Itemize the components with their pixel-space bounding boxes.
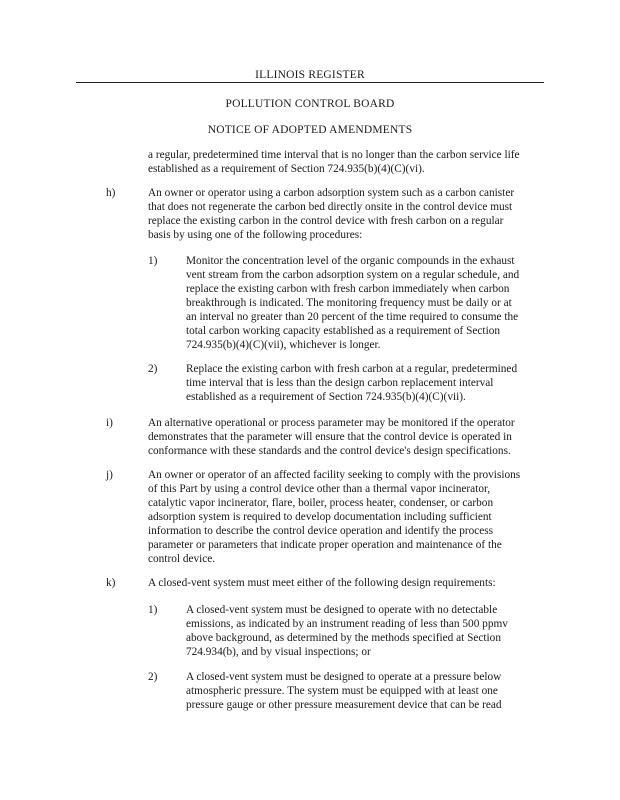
text-line: parameter or parameters that indicate proper operation and maintenance of the <box>148 539 502 551</box>
text-line: of this Part by using a control device other than a thermal vapor incinerator, <box>148 483 491 495</box>
section-i-label: i) <box>106 417 113 429</box>
section-h-item-1-label: 1) <box>148 255 158 267</box>
text-line: above background, as determined by the methods specified at Section <box>186 632 501 644</box>
section-h-paragraph <box>148 186 548 242</box>
notice-title: NOTICE OF ADOPTED AMENDMENTS <box>207 124 413 136</box>
text-line: An owner or operator using a carbon adsorption system such as a carbon canister <box>148 187 515 199</box>
section-h-item-1-paragraph <box>186 254 548 352</box>
text-line: time interval that is less than the design carbon replacement interval <box>186 377 494 389</box>
text-line: A closed-vent system must meet either of the following design requirements: <box>148 577 496 589</box>
continuation-paragraph <box>148 148 548 176</box>
text-line: established as a requirement of Section 724.935(b)(4)(C)(vii). <box>186 391 466 403</box>
text-line: emissions, as indicated by an instrument reading of less than 500 ppmv <box>186 618 508 630</box>
text-line: A closed-vent system must be designed to operate at a pressure below <box>186 671 502 683</box>
section-i-paragraph <box>148 416 548 458</box>
text-line: adsorption system is required to develop documentation including sufficient <box>148 511 492 523</box>
text-line: Replace the existing carbon with fresh carbon at a regular, predetermined <box>186 363 518 375</box>
section-h-label: h) <box>106 187 116 199</box>
text-line: atmospheric pressure. The system must be equipped with at least one <box>186 685 498 697</box>
register-title: ILLINOIS REGISTER <box>255 69 365 81</box>
text-line: catalytic vapor incinerator, flare, boiler, process heater, condenser, or carbon <box>148 497 494 509</box>
text-line: that does not regenerate the carbon bed directly onsite in the control device must <box>148 201 513 213</box>
board-title: POLLUTION CONTROL BOARD <box>225 98 395 110</box>
text-line: vent stream from the carbon adsorption system on a regular schedule, and <box>186 269 520 281</box>
text-line: 724.934(b), and by visual inspections; or <box>186 646 371 658</box>
text-line: breakthrough is indicated. The monitoring frequency must be daily or at <box>186 297 512 309</box>
text-line: an interval no greater than 20 percent of the time required to consume the <box>186 311 519 323</box>
section-h-item-2-label: 2) <box>148 363 158 375</box>
text-line: control device. <box>148 553 216 565</box>
text-line: replace the existing carbon with fresh carbon immediately when carbon <box>186 283 510 295</box>
text-line: An alternative operational or process parameter may be monitored if the operator <box>148 417 515 429</box>
section-k-item-2-label: 2) <box>148 671 158 683</box>
section-h-item-2-paragraph <box>186 362 548 404</box>
text-line: pressure gauge or other pressure measurement device that can be read <box>186 699 502 711</box>
text-line: An owner or operator of an affected facility seeking to comply with the provisions <box>148 469 521 481</box>
text-line: replace the existing carbon in the control device with fresh carbon on a regular <box>148 215 504 227</box>
text-line: information to describe the control device operation and identify the process <box>148 525 494 537</box>
text-line: basis by using one of the following procedures: <box>148 229 363 241</box>
section-k-paragraph <box>148 576 548 590</box>
section-k-item-2-paragraph <box>186 670 548 712</box>
text-line: demonstrates that the parameter will ensure that the control device is operated in <box>148 431 512 443</box>
text-line: A closed-vent system must be designed to operate with no detectable <box>186 604 498 616</box>
text-line: Monitor the concentration level of the organic compounds in the exhaust <box>186 255 515 267</box>
text-line: total carbon working capacity established as a requirement of Section <box>186 325 501 337</box>
section-j-paragraph <box>148 468 548 566</box>
text-line: a regular, predetermined time interval that is no longer than the carbon service life <box>148 149 520 161</box>
section-j-label: j) <box>106 469 113 481</box>
section-k-item-1-paragraph <box>186 603 548 659</box>
text-line: 724.935(b)(4)(C)(vii), whichever is longer. <box>186 339 381 351</box>
section-k-item-1-label: 1) <box>148 604 158 616</box>
section-k-label: k) <box>106 577 116 589</box>
header-rule <box>76 82 544 83</box>
text-line: established as a requirement of Section 724.935(b)(4)(C)(vi). <box>148 163 425 175</box>
text-line: conformance with these standards and the control device's design specifications. <box>148 445 511 457</box>
